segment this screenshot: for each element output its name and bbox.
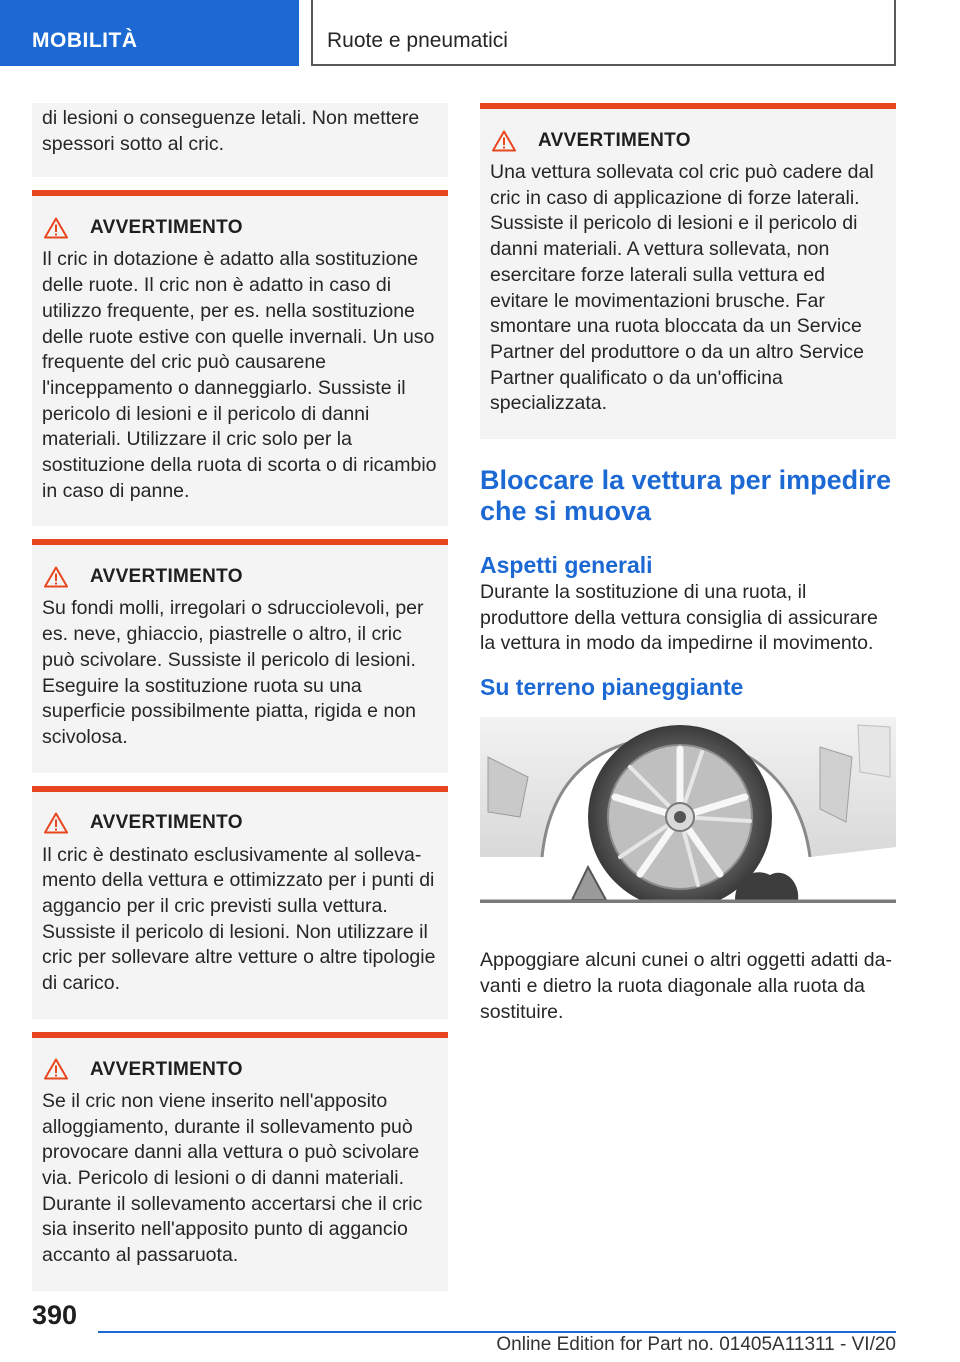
warning-header: [42, 1056, 438, 1083]
left-column: [32, 103, 448, 1291]
footer-rule: [98, 1331, 896, 1333]
flat-ground-text: Appoggiare alcuni cunei o altri oggetti adatti davanti e dietro la ruota diagonale alla ruota da sostituire.: [480, 949, 892, 1023]
header-chapter-label: Ruote e pneumatici: [327, 29, 508, 52]
warning-header: [42, 810, 438, 837]
warning-header: [42, 563, 438, 590]
warning-text: Il cric è destinato esclusivamente al sollevamento della vettura e ottimizzato per i punti di aggancio per il cric previsti sulla vettura. Sussiste il pericolo di lesioni. Non utilizzare il cric per sollevare altre vetture o altre tipologie di carico.: [42, 843, 436, 995]
wheel-chock-illustration: [480, 717, 896, 903]
wheel-illustration-svg: [480, 717, 896, 903]
footer-edition: Online Edition for Part no. 01405A11311 - VI/20: [496, 1334, 896, 1355]
warning-box-4: [32, 1032, 448, 1291]
general-text: Durante la sostituzione di una ruota, il produttore della vettura consiglia di assicurare la vettura in modo da impedirne il movimento.: [480, 581, 878, 655]
header-chapter-tab: [311, 0, 896, 66]
general-heading: Aspetti generali: [480, 552, 653, 579]
warning-header: [42, 214, 438, 241]
header-section-tab: [0, 0, 299, 66]
warning-box-right: [480, 103, 896, 439]
header-section-label: MOBILITÀ: [32, 29, 138, 52]
flat-ground-heading: Su terreno pianeggiante: [480, 674, 744, 701]
warning-text: Il cric in dotazione è adatto alla sostituzione delle ruote. Il cric non è adatto in caso di utilizzo frequente, per es. nella sostituzione delle ruote estive con quelle invernali. Un uso frequente del cric può causarene l'inceppamento o danneggiarlo. Sussiste il pericolo di lesioni e il pericolo di danni materiali. Utilizzare il cric solo per la sostituzione della ruota di scorta o di ricambio in caso di panne.: [42, 248, 437, 502]
warning-title: AVVERTIMENTO: [538, 129, 691, 151]
warning-text: Se il cric non viene inserito nell'apposito alloggiamento, durante il sollevamento può provocare danni alla vettura o può scivolare via. Pericolo di lesioni o di danni materiali. Durante il sollevamento accertarsi che il cric sia inserito nell'apposito punto di aggancio accanto al passaruota.: [42, 1089, 423, 1267]
warning-triangle-icon: [492, 130, 516, 152]
page-number: 390: [32, 1300, 78, 1330]
warning-title: AVVERTIMENTO: [90, 1058, 243, 1080]
right-column: [480, 103, 896, 1025]
warning-title: AVVERTIMENTO: [90, 566, 243, 588]
warning-header: [490, 127, 886, 154]
section-title: Bloccare la vettura per impedire che si muova: [480, 465, 892, 527]
warning-box-2: [32, 539, 448, 772]
warning-box-3: [32, 786, 448, 1019]
warning-triangle-icon: [44, 1058, 68, 1080]
warning-triangle-icon: [44, 217, 68, 239]
warning-text: Una vettura sollevata col cric può cadere dal cric in caso di applicazione di forze laterali. Sussiste il pericolo di lesioni e il pericolo di danni materiali. A vettura sollevata, non esercitare forze laterali sulla vettura ed evitare le movimentazioni brusche. Far smontare una ruota bloccata da un Service Partner del produttore o da un altro Service Partner qualificato o da un'officina specializzata.: [490, 161, 874, 415]
continuation-text: di lesioni o conseguenze letali. Non mettere spessori sotto al cric.: [42, 107, 420, 155]
continuation-box: [32, 103, 448, 177]
warning-text: Su fondi molli, irregolari o sdrucciolevoli, per es. neve, ghiaccio, piastrelle o altro, il cric può scivolare. Sussiste il pericolo di lesioni. Eseguire la sostituzione ruota su una superficie possibilmente piatta, rigida e non scivolosa.: [42, 597, 424, 748]
warning-title: AVVERTIMENTO: [90, 812, 243, 834]
warning-triangle-icon: [44, 812, 68, 834]
warning-triangle-icon: [44, 566, 68, 588]
warning-box-1: [32, 190, 448, 526]
warning-title: AVVERTIMENTO: [90, 217, 243, 239]
